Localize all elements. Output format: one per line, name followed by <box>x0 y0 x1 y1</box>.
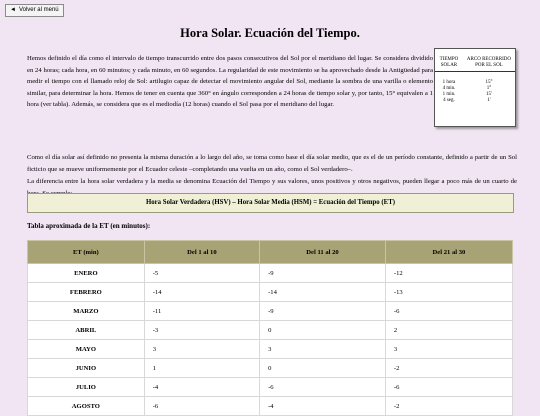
equation-of-time-formula: Hora Solar Verdadera (HSV) – Hora Solar Media (HSM) = Ecuación del Tiempo (ET) <box>27 193 514 213</box>
table-row <box>28 378 513 397</box>
value-cell: -6 <box>144 397 259 416</box>
value-cell: 2 <box>385 321 512 340</box>
table-row <box>28 397 513 416</box>
month-cell: MAYO <box>28 340 145 359</box>
value-cell: -6 <box>260 378 386 397</box>
intro-paragraph: Hemos definido el día como el intervalo de tiempo transcurrido entre dos pasos consecutivos del Sol por el meridiano del lugar. Se considera dividido en 24 horas; cada hora, en 60 minutos; y cada minuto, en 60 segundos. La regularidad de este movimiento se ha aprovechado desde la Antigüedad para medir el tiempo con el llamado reloj de Sol: artilugio capaz de detectar el movimiento angular del Sol, mediante la sombra de una varilla o elemento similar, para determinar la hora. Hemos de tener en cuenta que 360° en ángulo corresponden a 24 horas de tiempo solar y, por tanto, 15° equivalen a 1 hora (ver tabla). Además, se considera que es el mediodía (12 horas) cuando el Sol pasa por el meridiano del lugar. <box>27 55 433 108</box>
value-cell: -9 <box>260 264 386 283</box>
column-header: Del 11 al 20 <box>260 241 386 264</box>
table-row <box>28 283 513 302</box>
back-arrow-icon: ◄ <box>10 7 16 13</box>
table-row <box>28 321 513 340</box>
arc-cell: 1 min. <box>442 92 456 97</box>
column-header: Del 1 al 10 <box>144 241 259 264</box>
value-cell: 0 <box>260 321 386 340</box>
page-title: Hora Solar. Ecuación del Tiempo. <box>180 26 360 40</box>
solar-arc-table <box>434 48 516 127</box>
equation-of-time-table <box>27 240 513 416</box>
arc-cell: 4 seg. <box>443 98 455 103</box>
value-cell: 1 <box>144 359 259 378</box>
table-caption: Tabla aproximada de la ET (en minutos): <box>27 222 151 230</box>
arc-cell: 1' <box>487 98 491 103</box>
back-to-menu-label: Volver al menú <box>18 7 59 13</box>
arc-cell: 4 min. <box>442 86 456 91</box>
arc-cell: 15° <box>485 80 493 85</box>
value-cell: -2 <box>385 359 512 378</box>
month-cell: MARZO <box>28 302 145 321</box>
table-row <box>28 264 513 283</box>
month-cell: JUNIO <box>28 359 145 378</box>
month-cell: ENERO <box>28 264 145 283</box>
table-row <box>28 302 513 321</box>
arc-header-time: TIEMPO SOLAR <box>435 49 463 72</box>
mean-solar-day-paragraph: Como el día solar así definido no presenta la misma duración a lo largo del año, se toma como base el día solar medio, que es el de un período constante, definido a partir de un Sol ficticio que se mueve uniformemente por el Ecuador celeste –completando una vuelta en un año, como el Sol verdadero–. <box>27 154 517 173</box>
value-cell: -4 <box>144 378 259 397</box>
equation-of-time-paragraph: La diferencia entre la hora solar verdadera y la media se denomina Ecuación del Tiempo y sus valores, unos positivos y otros negativos, pueden llegar a poco más de un cuarto de <box>27 178 517 185</box>
value-cell: 3 <box>260 340 386 359</box>
table-row <box>28 359 513 378</box>
table-row <box>28 340 513 359</box>
value-cell: -11 <box>144 302 259 321</box>
month-cell: AGOSTO <box>28 397 145 416</box>
month-cell: JULIO <box>28 378 145 397</box>
arc-cell: 15' <box>486 92 492 97</box>
month-cell: FEBRERO <box>28 283 145 302</box>
value-cell: -5 <box>144 264 259 283</box>
arc-cell: 1° <box>486 86 492 91</box>
value-cell: -9 <box>260 302 386 321</box>
value-cell: -13 <box>385 283 512 302</box>
value-cell: -14 <box>144 283 259 302</box>
value-cell: -12 <box>385 264 512 283</box>
value-cell: 0 <box>260 359 386 378</box>
value-cell: -2 <box>385 397 512 416</box>
value-cell: -6 <box>385 378 512 397</box>
value-cell: -14 <box>260 283 386 302</box>
column-header: ET (min) <box>28 241 145 264</box>
month-cell: ABRIL <box>28 321 145 340</box>
back-to-menu-button[interactable] <box>5 4 64 17</box>
value-cell: -6 <box>385 302 512 321</box>
value-cell: 3 <box>144 340 259 359</box>
value-cell: -3 <box>144 321 259 340</box>
value-cell: 3 <box>385 340 512 359</box>
value-cell: -4 <box>260 397 386 416</box>
column-header: Del 21 al 30 <box>385 241 512 264</box>
arc-cell: 1 hora <box>442 80 456 85</box>
arc-header-arc: ARCO RECORRIDO POR EL SOL <box>463 49 515 72</box>
